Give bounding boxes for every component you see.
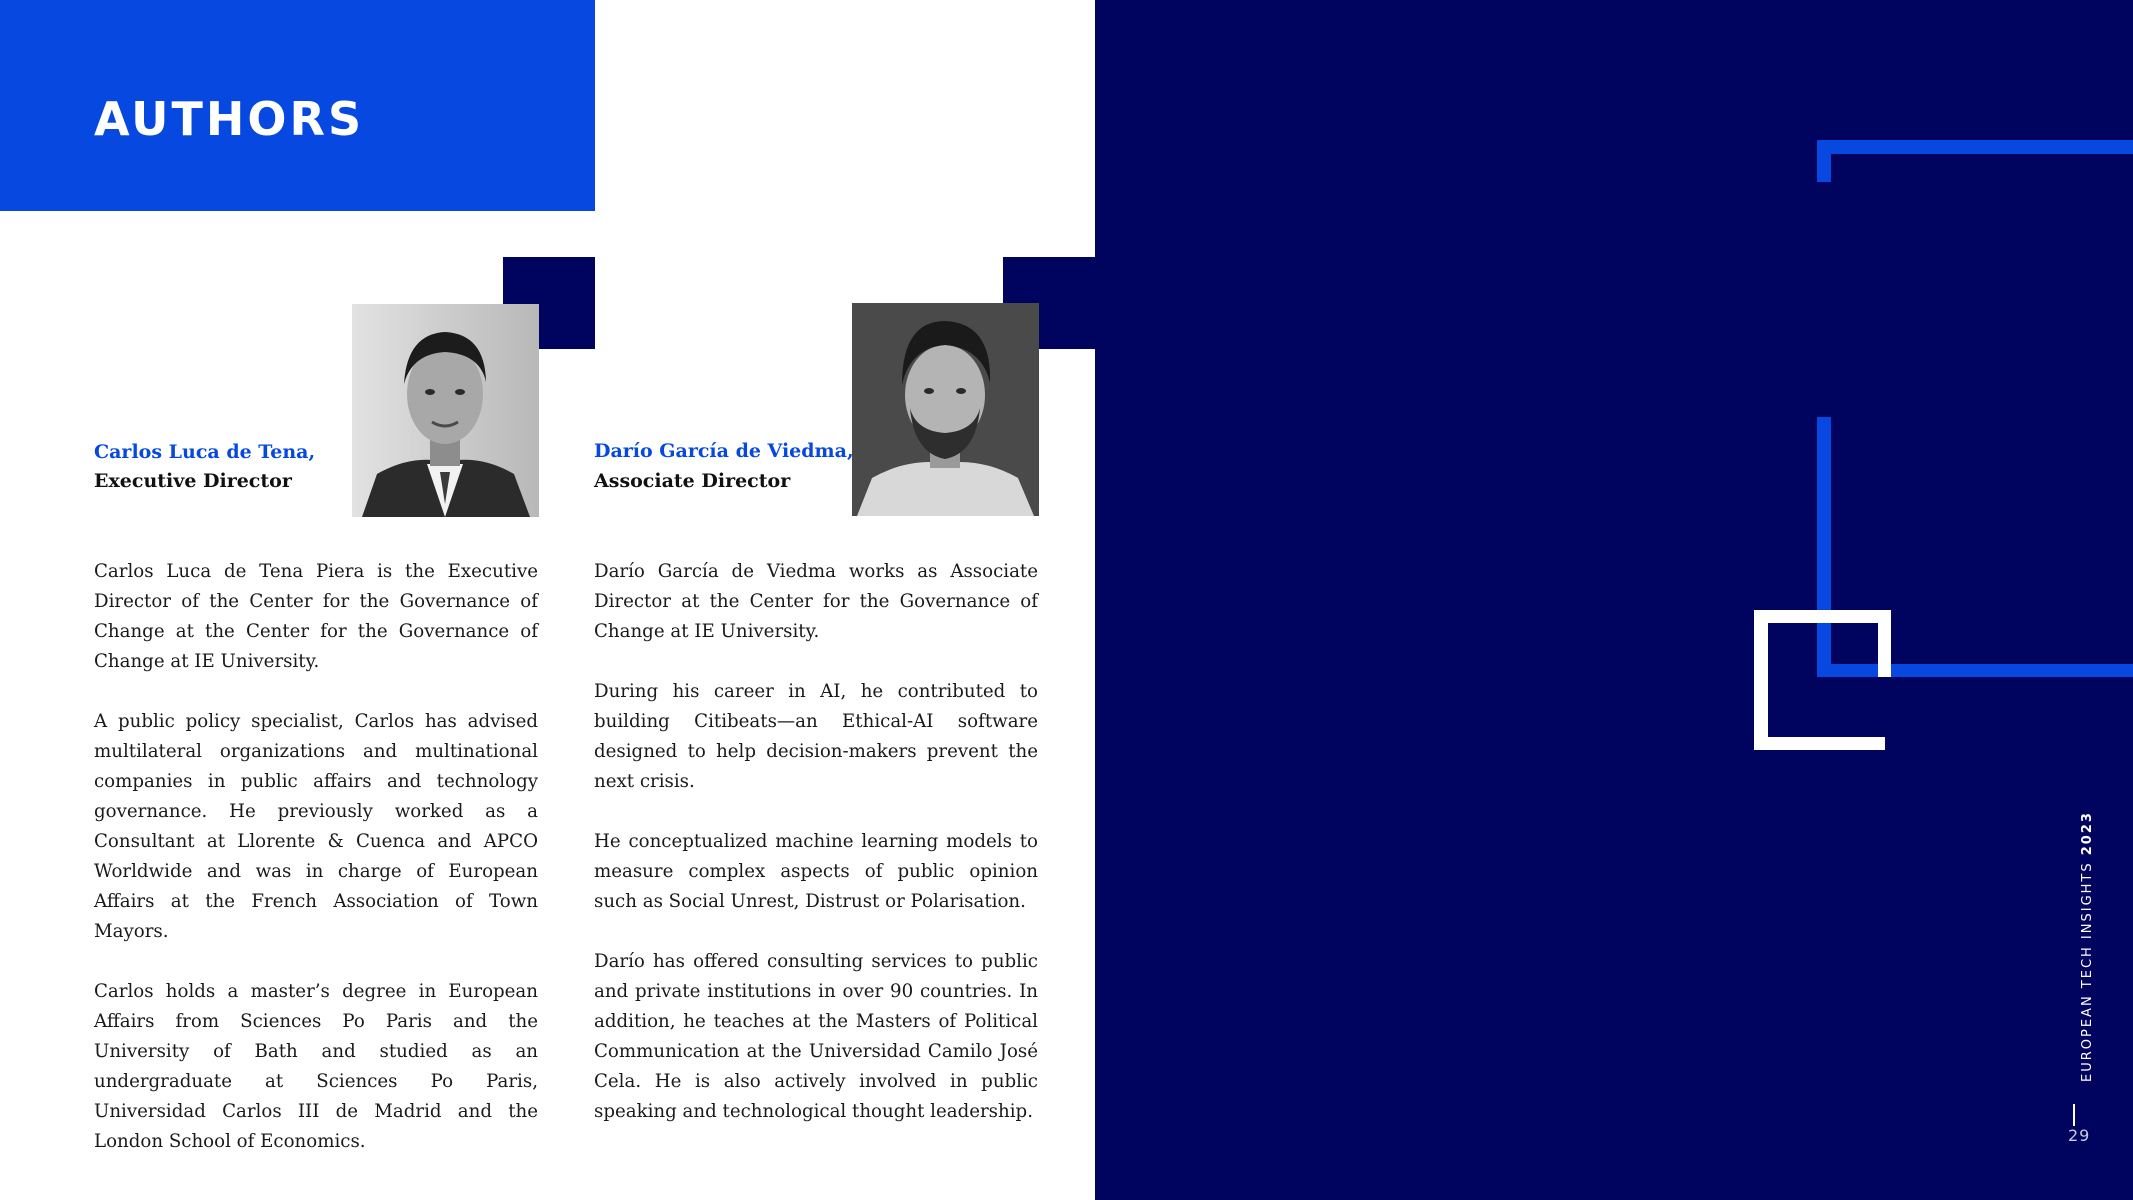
publication-label (2080, 811, 2095, 1082)
sidebar-divider (2073, 1104, 2075, 1126)
right-decorative-panel (1095, 0, 2133, 1200)
author-role-carlos: Executive Director (94, 470, 292, 492)
bracket-top-vertical (1817, 140, 1831, 182)
bio-paragraph: He conceptualized machine learning models to measure complex aspects of public opinion such as Social Unrest, Distrust or Polarisation. (594, 831, 1038, 912)
publication-year: 2023 (2080, 811, 2095, 856)
white-bracket-top (1754, 610, 1891, 623)
bio-paragraph: Carlos holds a master’s degree in European Affairs from Sciences Po Paris and the University of Bath and studied as an undergraduate at Sciences Po Paris, Universidad Carlos III de Madrid and the London School of Economics. (94, 981, 538, 1152)
bracket-mid-horizontal (1817, 664, 2133, 677)
bracket-mid-vertical (1817, 417, 1831, 677)
author-name-dario: Darío García de Viedma, (594, 440, 854, 462)
publication-name: EUROPEAN TECH INSIGHTS (2080, 861, 2095, 1082)
page-number: 29 (2068, 1126, 2091, 1145)
author-bio-dario (594, 557, 1038, 1157)
portrait-dario-icon (852, 303, 1039, 516)
white-bracket-left (1754, 610, 1768, 750)
bracket-top-horizontal (1817, 140, 2133, 154)
portrait-carlos-icon (352, 304, 539, 517)
author-name-carlos: Carlos Luca de Tena, (94, 441, 316, 463)
author-role-dario: Associate Director (594, 470, 791, 492)
bio-paragraph: Carlos Luca de Tena Piera is the Executive Director of the Center for the Governance of Change at the Center for the Governance of Change at IE University. (94, 561, 538, 672)
white-bracket-right (1878, 610, 1891, 677)
page-title: AUTHORS (94, 92, 365, 146)
bio-paragraph: A public policy specialist, Carlos has advised multilateral organizations and multinational companies in public affairs and technology governance. He previously worked as a Consultant at Llorente & Cuenca and APCO Worldwide and was in charge of European Affairs at the French Association of Town Mayors. (94, 711, 538, 942)
author-bio-carlos (94, 557, 538, 1187)
bio-paragraph: During his career in AI, he contributed to building Citibeats—an Ethical-AI software designed to help decision-makers prevent the next crisis. (594, 681, 1038, 792)
white-bracket-bottom (1754, 737, 1885, 750)
bio-paragraph: Darío has offered consulting services to public and private institutions in over 90 countries. In addition, he teaches at the Masters of Political Communication at the Universidad Camilo José Cela. He is also actively involved in public speaking and technological thought leadership. (594, 951, 1038, 1122)
bio-paragraph: Darío García de Viedma works as Associate Director at the Center for the Governance of Change at IE University. (594, 561, 1038, 642)
